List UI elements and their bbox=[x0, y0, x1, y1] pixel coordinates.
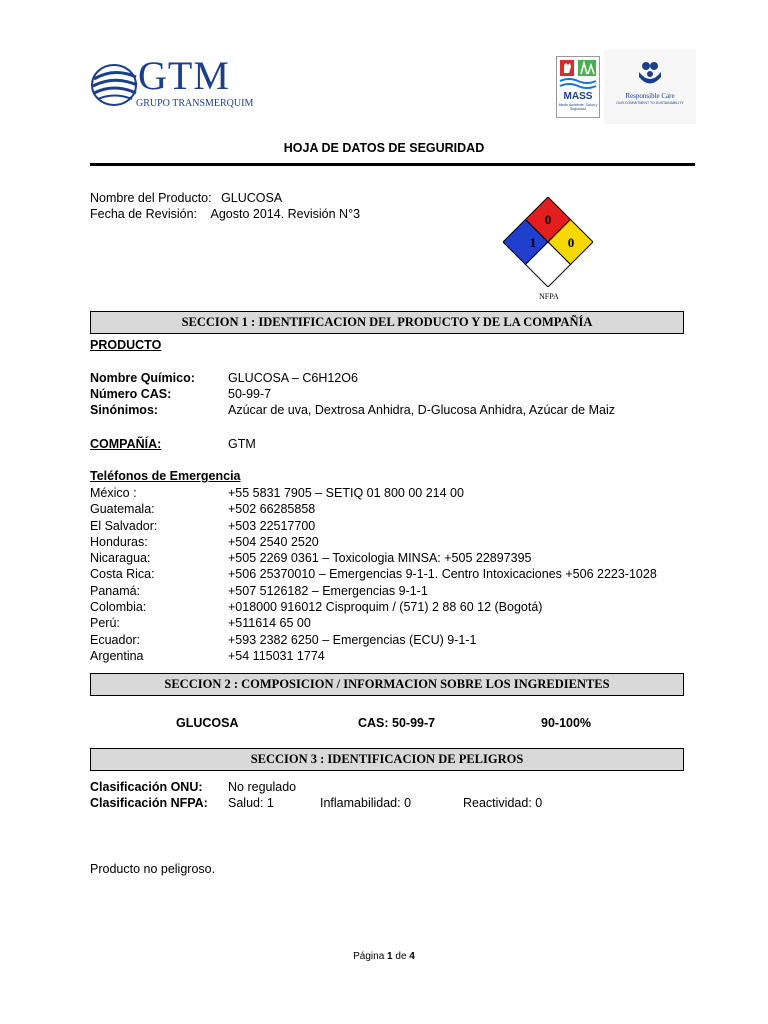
emergency-phone-list bbox=[90, 485, 657, 664]
section-2-header: SECCION 2 : COMPOSICION / INFORMACION SOBRE LOS INGREDIENTES bbox=[90, 673, 684, 696]
revision-value: Agosto 2014. Revisión N°3 bbox=[210, 207, 361, 221]
phone-number: +511614 65 00 bbox=[228, 616, 311, 631]
section-1-header: SECCION 1 : IDENTIFICACION DEL PRODUCTO Y DE LA COMPAÑÍA bbox=[90, 311, 684, 334]
chemical-name-value: GLUCOSA – C6H12O6 bbox=[228, 371, 358, 385]
phone-row bbox=[90, 648, 325, 664]
phone-number: +593 2382 6250 – Emergencias (ECU) 9-1-1 bbox=[228, 632, 477, 647]
page-of: de bbox=[395, 951, 407, 962]
phone-number: +503 22517700 bbox=[228, 518, 316, 533]
emergency-phones-heading: Teléfonos de Emergencia bbox=[90, 469, 241, 483]
cas-number-value: 50-99-7 bbox=[228, 387, 272, 401]
onu-classification-label: Clasificación ONU: bbox=[90, 780, 203, 794]
phone-row bbox=[90, 501, 316, 517]
phone-country: Perú: bbox=[90, 616, 120, 631]
product-name-row bbox=[90, 190, 282, 206]
phone-row bbox=[90, 583, 428, 599]
nfpa-label: NFPA bbox=[539, 292, 559, 301]
page-word: Página bbox=[353, 951, 385, 962]
nfpa-flammability-text: Inflamabilidad: 0 bbox=[320, 796, 412, 810]
product-name-value: GLUCOSA bbox=[221, 191, 283, 205]
company-logo-text: GTM bbox=[138, 53, 230, 98]
revision-row bbox=[90, 206, 360, 222]
phone-row bbox=[90, 518, 316, 534]
phone-number: +507 5126182 – Emergencias 9-1-1 bbox=[228, 583, 428, 598]
phone-row bbox=[90, 632, 477, 648]
nfpa-diamond bbox=[503, 197, 593, 287]
mass-logo-subtext: Medio Ambiente, Salud y Seguridad bbox=[558, 103, 598, 111]
cas-number-label: Número CAS: bbox=[90, 387, 172, 401]
phone-country: Guatemala: bbox=[90, 502, 155, 517]
company-label: COMPAÑÍA: bbox=[90, 437, 162, 451]
phone-number: +54 115031 1774 bbox=[228, 648, 325, 663]
phone-country: México : bbox=[90, 486, 137, 500]
phone-number: +505 2269 0361 – Toxicologia MINSA: +505 22897395 bbox=[228, 551, 532, 566]
onu-classification-value: No regulado bbox=[228, 780, 297, 794]
page-number bbox=[0, 951, 768, 962]
phone-row bbox=[90, 566, 657, 582]
globe-icon bbox=[90, 55, 140, 115]
chemical-name-label: Nombre Químico: bbox=[90, 371, 195, 385]
phone-row bbox=[90, 615, 311, 631]
producto-heading: PRODUCTO bbox=[90, 338, 162, 352]
product-name-label: Nombre del Producto: bbox=[90, 191, 212, 205]
nfpa-health-text: Salud: 1 bbox=[228, 796, 274, 810]
phone-number: +504 2540 2520 bbox=[228, 534, 319, 549]
phone-country: Costa Rica: bbox=[90, 567, 155, 582]
phone-country: Panamá: bbox=[90, 583, 141, 598]
mass-logo-text: MASS bbox=[563, 91, 593, 102]
phone-country: Argentina bbox=[90, 648, 144, 663]
phone-number: +018000 916012 Cisproquim / (571) 2 88 60 12 (Bogotá) bbox=[228, 600, 543, 615]
nfpa-classification-label: Clasificación NFPA: bbox=[90, 796, 208, 810]
phone-country: Honduras: bbox=[90, 534, 148, 549]
phone-country: Ecuador: bbox=[90, 632, 141, 647]
ingredient-cas: CAS: 50-99-7 bbox=[358, 716, 436, 730]
phone-country: Nicaragua: bbox=[90, 551, 151, 566]
phone-row bbox=[90, 485, 464, 501]
page-current: 1 bbox=[387, 951, 393, 962]
hazard-note: Producto no peligroso. bbox=[90, 862, 216, 876]
page-total: 4 bbox=[409, 951, 415, 962]
nfpa-health-value: 1 bbox=[529, 235, 537, 250]
revision-label: Fecha de Revisión: bbox=[90, 207, 198, 221]
nfpa-reactivity-value: 0 bbox=[567, 235, 575, 250]
phone-number: +55 5831 7905 – SETIQ 01 800 00 214 00 bbox=[228, 486, 464, 500]
responsible-care-text: Responsible Care bbox=[625, 92, 675, 100]
phone-row bbox=[90, 599, 543, 615]
mass-logo bbox=[556, 56, 600, 118]
phone-row bbox=[90, 550, 532, 566]
phone-country: El Salvador: bbox=[90, 518, 158, 533]
section-3-header: SECCION 3 : IDENTIFICACION DE PELIGROS bbox=[90, 748, 684, 771]
nfpa-reactivity-text: Reactividad: 0 bbox=[463, 796, 543, 810]
responsible-care-subtext: OUR COMMITMENT TO SUSTAINABILITY bbox=[616, 101, 684, 105]
nfpa-flammability-value: 0 bbox=[544, 212, 552, 227]
phone-row bbox=[90, 534, 319, 550]
phone-number: +506 25370010 – Emergencias 9-1-1. Centro Intoxicaciones +506 2223-1028 bbox=[228, 567, 657, 582]
synonyms-value: Azúcar de uva, Dextrosa Anhidra, D-Glucosa Anhidra, Azúcar de Maiz bbox=[228, 403, 615, 417]
ingredient-name: GLUCOSA bbox=[176, 716, 239, 730]
responsible-care-logo bbox=[604, 50, 696, 124]
title-divider bbox=[90, 163, 695, 166]
responsible-care-hands-icon bbox=[637, 60, 663, 88]
phone-country: Colombia: bbox=[90, 600, 147, 615]
company-logo-subtitle: GRUPO TRANSMERQUIM bbox=[136, 98, 254, 109]
synonyms-label: Sinónimos: bbox=[90, 403, 159, 417]
ingredient-percentage: 90-100% bbox=[541, 716, 592, 730]
company-value: GTM bbox=[228, 437, 256, 451]
document-title: HOJA DE DATOS DE SEGURIDAD bbox=[283, 141, 485, 155]
phone-number: +502 66285858 bbox=[228, 502, 316, 517]
